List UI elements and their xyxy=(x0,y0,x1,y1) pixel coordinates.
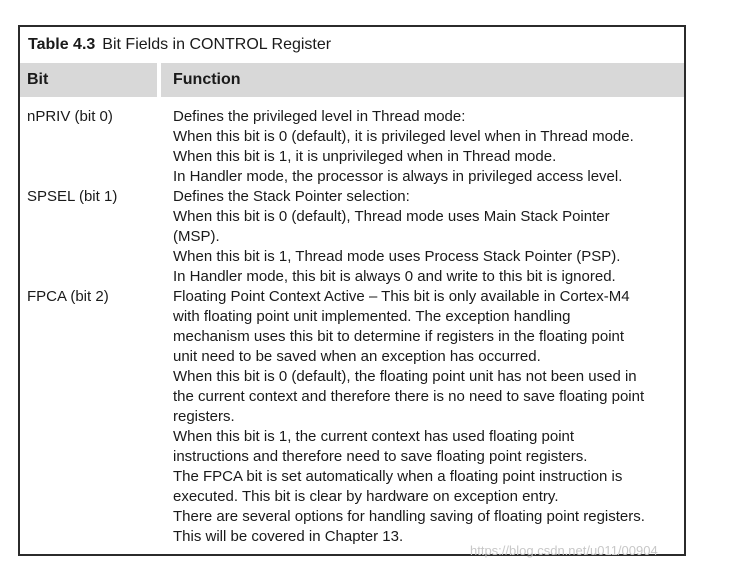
function-line: When this bit is 0 (default), it is privileged level when in Thread mode. xyxy=(173,128,634,145)
table-row xyxy=(20,187,684,287)
column-header-function: Function xyxy=(161,63,684,97)
function-line: (MSP). xyxy=(173,228,220,245)
function-line: When this bit is 0 (default), the floating point unit has not been used in xyxy=(173,368,637,385)
function-cell xyxy=(173,187,683,287)
function-line: mechanism uses this bit to determine if registers in the floating point xyxy=(173,328,625,345)
function-line: with floating point unit implemented. The exception handling xyxy=(173,308,571,325)
function-line: There are several options for handling saving of floating point registers. xyxy=(173,508,645,525)
function-line: When this bit is 1, Thread mode uses Process Stack Pointer (PSP). xyxy=(173,248,621,265)
function-line: When this bit is 1, it is unprivileged when in Thread mode. xyxy=(173,148,557,165)
table-header-row xyxy=(20,63,684,97)
function-line: The FPCA bit is set automatically when a floating point instruction is xyxy=(173,468,623,485)
function-line: Defines the privileged level in Thread mode: xyxy=(173,108,466,125)
function-cell xyxy=(173,107,683,187)
function-line: This will be covered in Chapter 13. xyxy=(173,528,404,545)
column-header-bit: Bit xyxy=(20,63,157,97)
function-cell xyxy=(173,287,683,547)
bit-cell: SPSEL (bit 1) xyxy=(27,188,118,205)
watermark-text: https://blog.csdn.net/u011/00904 xyxy=(470,543,658,558)
function-line: Defines the Stack Pointer selection: xyxy=(173,188,410,205)
table-body xyxy=(20,107,684,547)
function-line: In Handler mode, this bit is always 0 and write to this bit is ignored. xyxy=(173,268,616,285)
function-line: When this bit is 0 (default), Thread mode uses Main Stack Pointer xyxy=(173,208,610,225)
function-line: executed. This bit is clear by hardware on exception entry. xyxy=(173,488,559,505)
function-line: the current context and therefore there is no need to save floating point xyxy=(173,388,645,405)
table-caption xyxy=(28,35,331,55)
function-line: registers. xyxy=(173,408,235,425)
table-row xyxy=(20,287,684,547)
function-line: unit need to be saved when an exception has occurred. xyxy=(173,348,541,365)
function-line: When this bit is 1, the current context has used floating point xyxy=(173,428,575,445)
register-table xyxy=(18,25,686,556)
function-line: In Handler mode, the processor is always in privileged access level. xyxy=(173,168,623,185)
bit-cell: nPRIV (bit 0) xyxy=(27,108,113,125)
function-line: Floating Point Context Active – This bit is only available in Cortex-M4 xyxy=(173,288,630,305)
table-row xyxy=(20,107,684,187)
table-number: Table 4.3 xyxy=(28,36,96,53)
table-title: Bit Fields in CONTROL Register xyxy=(102,36,332,53)
bit-cell: FPCA (bit 2) xyxy=(27,288,109,305)
function-line: instructions and therefore need to save floating point registers. xyxy=(173,448,588,465)
